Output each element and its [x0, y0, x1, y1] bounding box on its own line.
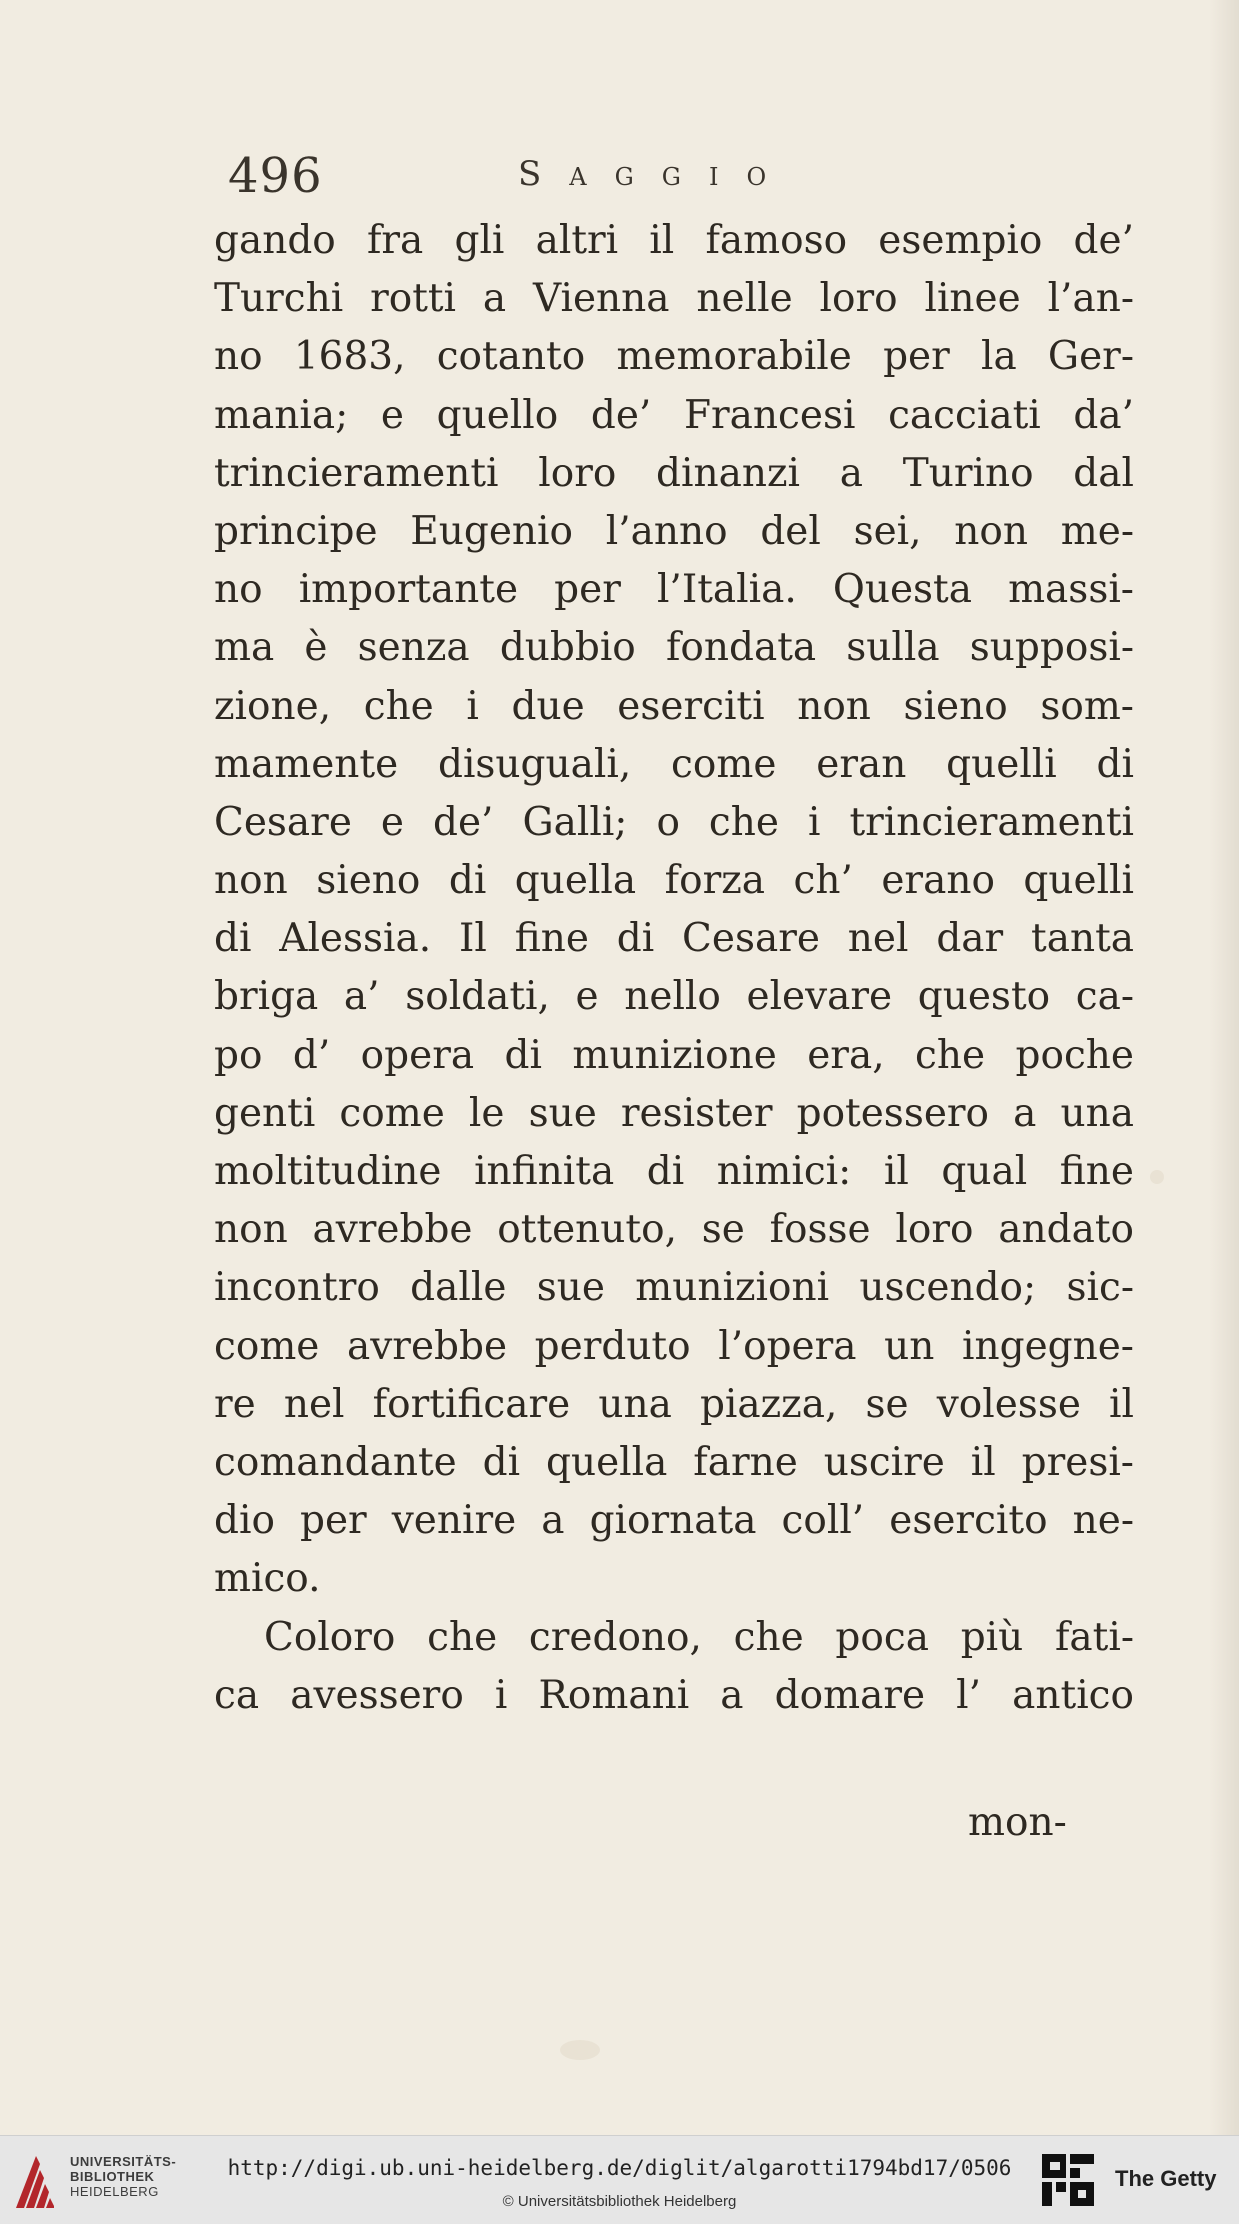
- running-title: Saggio: [518, 154, 795, 194]
- library-name-line: HEIDELBERG: [70, 2184, 159, 2199]
- page-number: 496: [228, 148, 323, 204]
- permalink-url[interactable]: http://digi.ub.uni-heidelberg.de/diglit/algarotti1794bd17/0506: [227, 2156, 1012, 2180]
- text-line: trincieramenti loro dinanzi a Turino dal: [214, 450, 1134, 496]
- text-line: mania; e quello de’ Francesi cacciati da’: [214, 392, 1134, 438]
- copyright-notice: © Universitätsbibliothek Heidelberg: [502, 2193, 737, 2210]
- text-line: dio per venire a giornata coll’ esercito ne-: [214, 1498, 1134, 1544]
- text-line: non avrebbe ottenuto, se fosse loro andato: [214, 1207, 1134, 1253]
- page-header: [228, 148, 1128, 208]
- paper-stain: [560, 2040, 600, 2060]
- text-line: Turchi rotti a Vienna nelle loro linee l’an-: [214, 276, 1134, 322]
- text-line: Cesare e de’ Galli; o che i trincieramenti: [214, 799, 1134, 845]
- text-line: non sieno di quella forza ch’ erano quelli: [214, 858, 1134, 904]
- text-line: Coloro che credono, che poca più fati-: [264, 1614, 1134, 1660]
- text-line: po d’ opera di munizione era, che poche: [214, 1032, 1134, 1078]
- text-line: comandante di quella farne uscire il presi-: [214, 1439, 1134, 1485]
- text-line: no importante per l’Italia. Questa massi-: [214, 567, 1134, 613]
- text-line: no 1683, cotanto memorabile per la Ger-: [214, 334, 1134, 380]
- getty-label: The Getty: [1115, 2166, 1217, 2191]
- text-line: gando fra gli altri il famoso esempio de’: [214, 218, 1134, 263]
- text-line: mamente disuguali, come eran quelli di: [214, 741, 1134, 787]
- text-line: come avrebbe perduto l’opera un ingegne-: [214, 1323, 1134, 1369]
- text-line: zione, che i due eserciti non sieno som-: [214, 683, 1134, 729]
- text-line: principe Eugenio l’anno del sei, non me-: [214, 508, 1134, 554]
- text-line: briga a’ soldati, e nello elevare questo ca-: [214, 974, 1134, 1020]
- body-text: [214, 212, 1134, 1725]
- library-name-line: BIBLIOTHEK: [70, 2169, 155, 2184]
- getty-logo-icon: [1040, 2152, 1096, 2208]
- text-line: di Alessia. Il fine di Cesare nel dar tanta: [214, 916, 1134, 962]
- page-edge-shadow: [1209, 0, 1239, 2135]
- text-line: genti come le sue resister potessero a una: [214, 1090, 1134, 1136]
- text-line: mico.: [214, 1556, 321, 1602]
- text-line: moltitudine infinita di nimici: il qual fine: [214, 1149, 1134, 1194]
- catchword: mon-: [968, 1800, 1067, 1845]
- text-line: re nel fortificare una piazza, se volesse il: [214, 1381, 1134, 1427]
- text-line: ca avessero i Romani a domare l’ antico: [214, 1672, 1134, 1718]
- text-line: incontro dalle sue munizioni uscendo; sic-: [214, 1265, 1134, 1311]
- library-name-line: UNIVERSITÄTS-: [70, 2154, 177, 2169]
- text-line: ma è senza dubbio fondata sulla supposi-: [214, 625, 1134, 671]
- viewer-footer: [0, 2135, 1239, 2224]
- paper-stain: [1150, 1170, 1164, 1184]
